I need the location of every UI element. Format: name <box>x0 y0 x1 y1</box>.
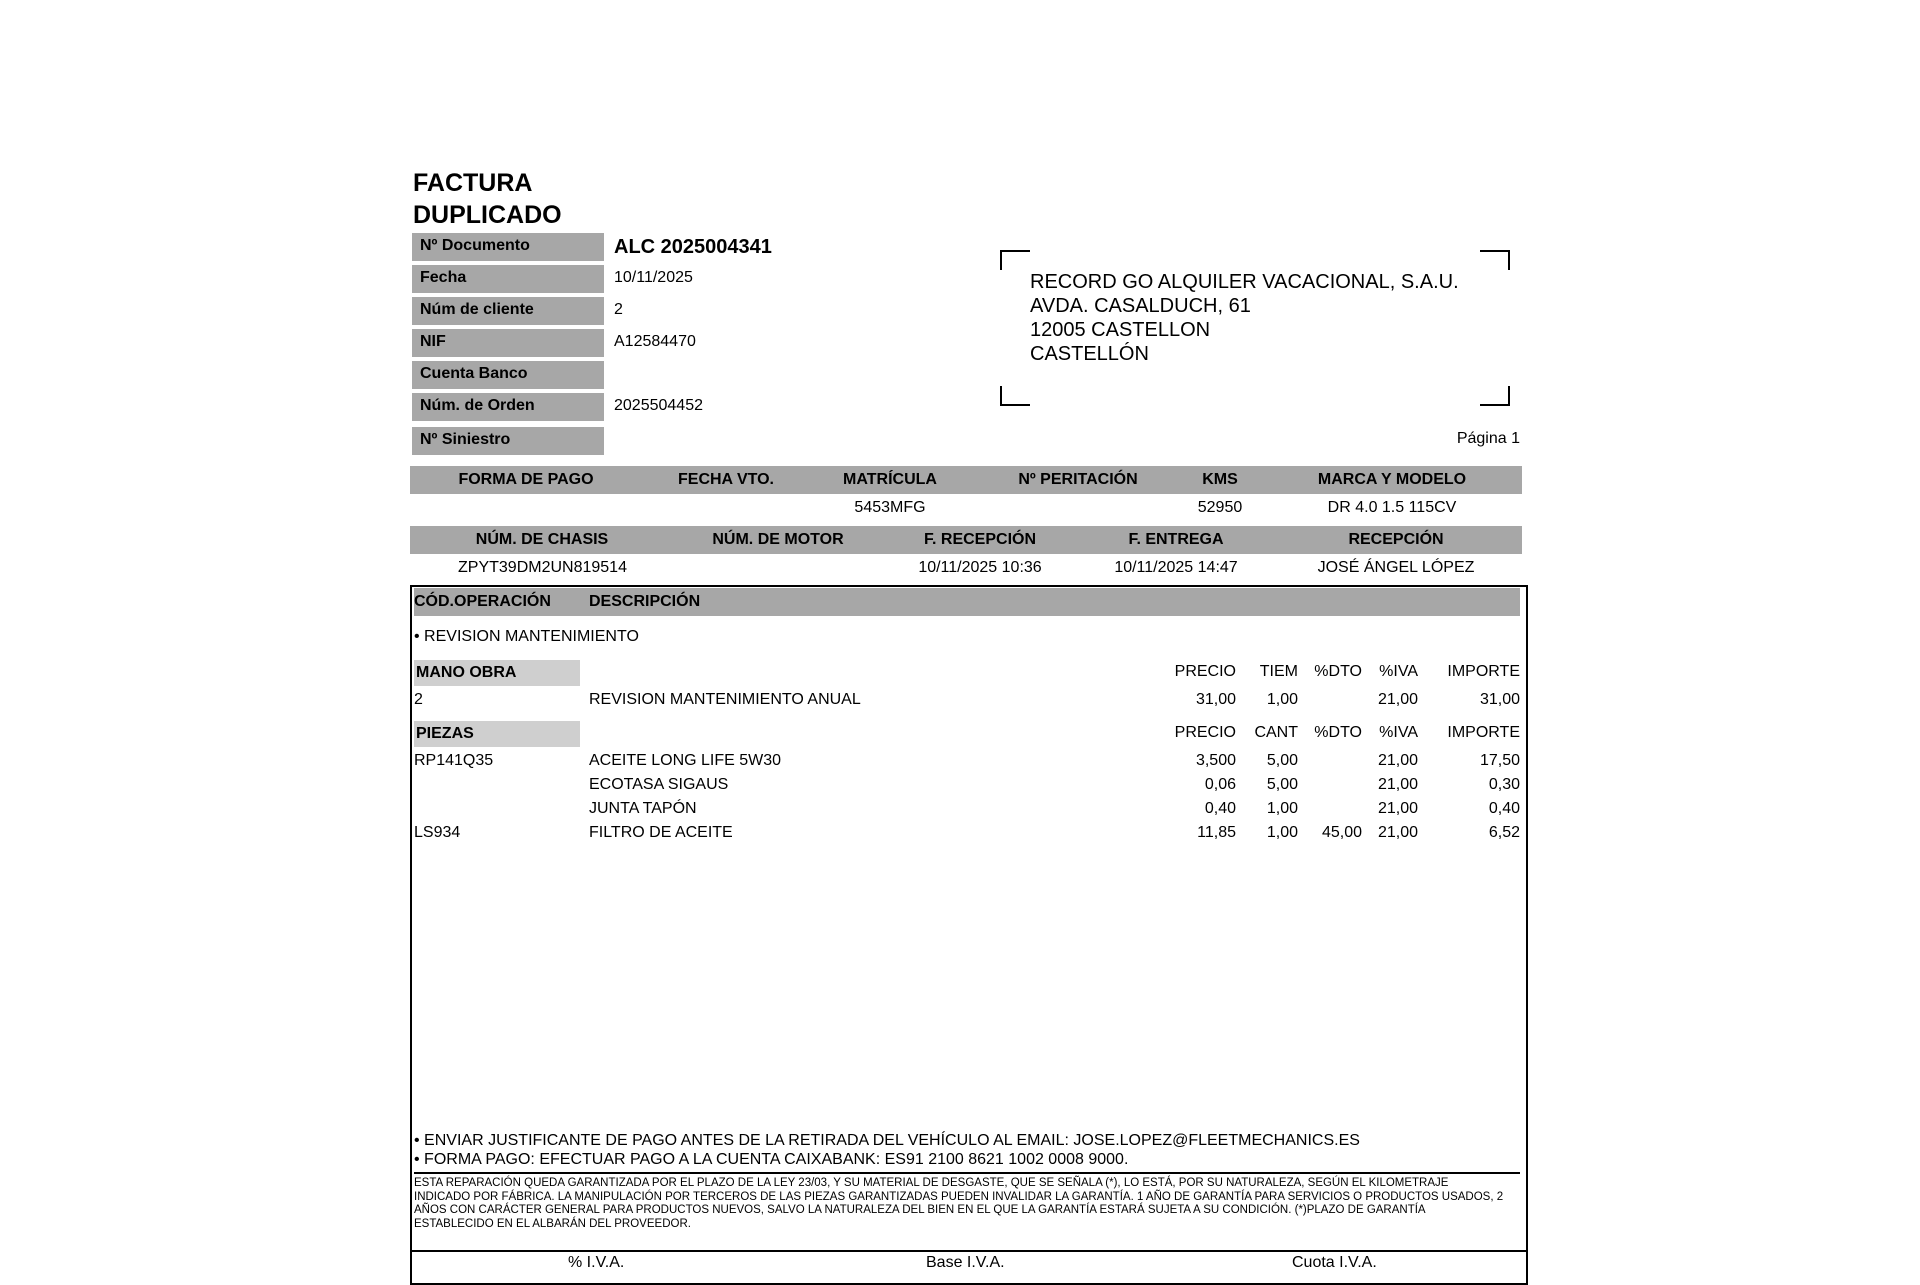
col-delivery-date: F. ENTREGA <box>1128 531 1224 548</box>
col-vat-percent: % I.V.A. <box>568 1254 625 1271</box>
col-appraisal: Nº PERITACIÓN <box>1018 471 1138 488</box>
labor-section-label: MANO OBRA <box>414 660 580 686</box>
col-vat-amount: Cuota I.V.A. <box>1292 1254 1377 1271</box>
row-vat: 21,00 <box>1377 824 1418 841</box>
label-document-number: Nº Documento <box>412 233 604 261</box>
invoice-date: 10/11/2025 <box>614 269 693 286</box>
label-order-number: Núm. de Orden <box>412 393 604 421</box>
col-vat: %IVA <box>1379 663 1418 680</box>
parts-section-label: PIEZAS <box>414 721 580 747</box>
row-price: 0,40 <box>1204 800 1236 817</box>
recipient-street: AVDA. CASALDUCH, 61 <box>1030 295 1251 317</box>
operation-title: • REVISION MANTENIMIENTO <box>414 627 639 647</box>
col-chassis: NÚM. DE CHASIS <box>475 531 609 548</box>
receptionist-value: JOSÉ ÁNGEL LÓPEZ <box>1317 559 1475 576</box>
row-price: 11,85 <box>1197 824 1236 841</box>
col-due-date: FECHA VTO. <box>677 471 775 488</box>
row-code: 2 <box>414 691 423 708</box>
col-operation-code: CÓD.OPERACIÓN <box>414 593 551 610</box>
row-quantity: 5,00 <box>1266 752 1298 769</box>
client-number: 2 <box>614 301 623 318</box>
label-claim-number: Nº Siniestro <box>412 427 604 455</box>
divider <box>414 1172 1520 1174</box>
document-subtitle: DUPLICADO <box>413 201 562 229</box>
col-vat-base: Base I.V.A. <box>926 1254 1005 1271</box>
col-quantity: CANT <box>1254 724 1298 741</box>
page-number: Página 1 <box>1456 430 1520 447</box>
plate-value: 5453MFG <box>854 499 926 516</box>
col-description: DESCRIPCIÓN <box>589 593 701 610</box>
row-amount: 0,30 <box>1488 776 1520 793</box>
row-code: RP141Q35 <box>414 752 494 769</box>
row-discount: 45,00 <box>1321 824 1362 841</box>
vehicle-header <box>410 466 1522 494</box>
corner-mark <box>1480 250 1510 270</box>
note-email: • ENVIAR JUSTIFICANTE DE PAGO ANTES DE LA RETIRADA DEL VEHÍCULO AL EMAIL: JOSE.LOPEZ@FLEETMECHANICS.ES <box>414 1131 1360 1151</box>
reception-date-value: 10/11/2025 10:36 <box>918 559 1042 576</box>
corner-mark <box>1480 386 1510 406</box>
row-description: REVISION MANTENIMIENTO ANUAL <box>589 691 861 708</box>
operations-header <box>414 588 1520 616</box>
row-vat: 21,00 <box>1377 800 1418 817</box>
corner-mark <box>1000 386 1030 406</box>
col-amount: IMPORTE <box>1447 663 1520 680</box>
row-price: 31,00 <box>1195 691 1236 708</box>
col-receptionist: RECEPCIÓN <box>1348 531 1444 548</box>
nif-value: A12584470 <box>614 333 696 350</box>
row-price: 3,500 <box>1195 752 1236 769</box>
corner-mark <box>1000 250 1030 270</box>
chassis-value: ZPYT39DM2UN819514 <box>458 559 627 576</box>
row-amount: 17,50 <box>1479 752 1520 769</box>
label-bank-account: Cuenta Banco <box>412 361 604 389</box>
order-number: 2025504452 <box>614 397 703 414</box>
reception-header <box>410 526 1522 554</box>
label-nif: NIF <box>412 329 604 357</box>
col-kms: KMS <box>1202 471 1238 488</box>
col-plate: MATRÍCULA <box>843 471 937 488</box>
row-quantity: 5,00 <box>1266 776 1298 793</box>
recipient-province: CASTELLÓN <box>1030 343 1149 365</box>
document-number: ALC 2025004341 <box>614 236 772 258</box>
row-amount: 0,40 <box>1488 800 1520 817</box>
row-vat: 21,00 <box>1377 776 1418 793</box>
row-amount: 6,52 <box>1488 824 1520 841</box>
recipient-city: 12005 CASTELLON <box>1030 319 1211 341</box>
make-model-value: DR 4.0 1.5 115CV <box>1327 499 1457 516</box>
row-quantity: 1,00 <box>1266 800 1298 817</box>
row-description: ECOTASA SIGAUS <box>589 776 729 793</box>
row-vat: 21,00 <box>1377 691 1418 708</box>
recipient-name: RECORD GO ALQUILER VACACIONAL, S.A.U. <box>1030 271 1459 293</box>
warranty-text: ESTA REPARACIÓN QUEDA GARANTIZADA POR EL PLAZO DE LA LEY 23/03, Y SU MATERIAL DE DESGASTE, QUE SE SEÑALA (*), LO ESTÁ, POR SU NATURALEZA, SEGÚN EL KILOMETRAJE INDICADO POR FÁBRICA. LA MANIPULACIÓN POR TERCEROS DE LAS PIEZAS GARANTIZADAS PUEDEN INVALIDAR LA GARANTÍA. 1 AÑO DE GARANTÍA PARA SERVICIOS O PRODUCTOS USADOS, 2 AÑOS CON CARÁCTER GENERAL PARA PRODUCTOS NUEVOS, SALVO LA NATURALEZA DEL BIEN EN EL QUE LA GARANTÍA ESTARÁ SUJETA A SU CONDICIÓN. (*)PLAZO DE GARANTÍA ESTABLECIDO EN EL ALBARÁN DEL PROVEEDOR. <box>414 1177 1504 1230</box>
label-client-number: Núm de cliente <box>412 297 604 325</box>
col-amount: IMPORTE <box>1447 724 1520 741</box>
row-vat: 21,00 <box>1377 752 1418 769</box>
row-price: 0,06 <box>1204 776 1236 793</box>
col-time: TIEM <box>1259 663 1298 680</box>
row-description: FILTRO DE ACEITE <box>589 824 733 841</box>
row-code: LS934 <box>414 824 461 841</box>
label-date: Fecha <box>412 265 604 293</box>
row-amount: 31,00 <box>1479 691 1520 708</box>
kms-value: 52950 <box>1197 499 1243 516</box>
col-price: PRECIO <box>1174 724 1236 741</box>
note-payment: • FORMA PAGO: EFECTUAR PAGO A LA CUENTA CAIXABANK: ES91 2100 8621 1002 0008 9000. <box>414 1150 1128 1170</box>
col-reception-date: F. RECEPCIÓN <box>923 531 1037 548</box>
row-description: ACEITE LONG LIFE 5W30 <box>589 752 782 769</box>
col-payment-method: FORMA DE PAGO <box>458 471 594 488</box>
col-discount: %DTO <box>1314 663 1362 680</box>
row-quantity: 1,00 <box>1266 824 1298 841</box>
divider <box>410 1250 1528 1252</box>
row-quantity: 1,00 <box>1266 691 1298 708</box>
document-title: FACTURA <box>413 169 533 197</box>
delivery-date-value: 10/11/2025 14:47 <box>1114 559 1238 576</box>
col-price: PRECIO <box>1174 663 1236 680</box>
col-make-model: MARCA Y MODELO <box>1317 471 1467 488</box>
col-vat: %IVA <box>1379 724 1418 741</box>
col-discount: %DTO <box>1314 724 1362 741</box>
col-engine: NÚM. DE MOTOR <box>712 531 844 548</box>
row-description: JUNTA TAPÓN <box>589 800 697 817</box>
